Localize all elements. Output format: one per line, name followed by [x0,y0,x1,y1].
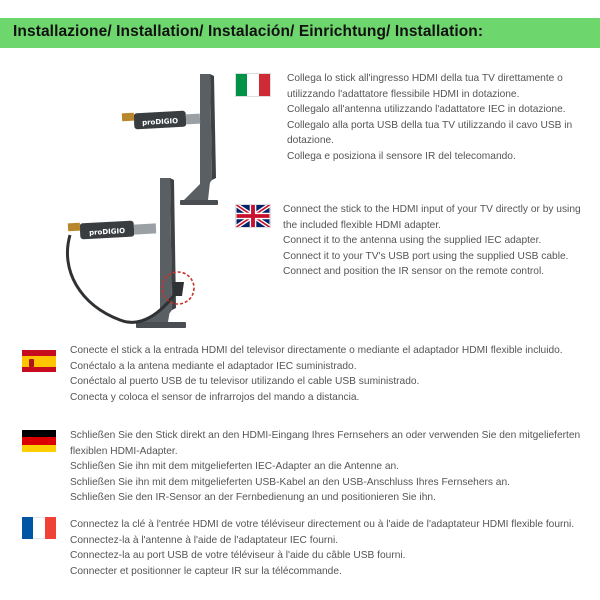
section-line: Collega e posiziona il sensore IR del telecomando. [287,150,516,162]
section-line: Connect the stick to the HDMI input of your TV directly or by using the included flexible HDMI adapter. [283,204,581,231]
section-english [283,202,590,280]
uk-flag-icon [235,204,271,228]
section-german [70,428,590,506]
section-line: Connectez la clé à l'entrée HDMI de votre téléviseur directement ou à l'aide de l'adaptateur HDMI flexible fourni. [70,519,575,530]
section-line: Schließen Sie ihn mit dem mitgelieferten USB-Kabel an den USB-Anschluss Ihres Fernsehers an. [70,476,510,488]
stick-brand-label: proDIGIO [141,117,179,127]
italy-flag-icon [235,73,271,97]
france-flag-icon [22,517,56,539]
section-line: Conéctalo al puerto USB de tu televisor utilizando el cable USB suministrado. [70,376,420,388]
section-french [70,517,590,579]
section-line: Connect it to the antenna using the supplied IEC adapter. [283,235,542,247]
section-line: Connect it to your TV's USB port using the supplied USB cable. [283,250,569,262]
spain-flag-icon [22,350,56,372]
hdmi-stick-bottom-icon [68,221,156,240]
page-title: Installazione/ Installation/ Instalación/ Einrichtung/ Installation: [13,23,484,40]
germany-flag-icon [22,430,56,452]
section-line: Schließen Sie den IR-Sensor an der Fernbedienung an und positionieren Sie ihn. [70,492,436,504]
section-line: Conéctalo a la antena mediante el adaptador IEC suministrado. [70,360,357,372]
section-line: Collegalo alla porta USB della tua TV utilizzando il cavo USB in dotazione. [287,119,573,147]
tv-hdmi-stick-illustration [60,70,230,340]
svg-text:proDIGIO: proDIGIO [88,227,126,237]
section-line: Conecta y coloca el sensor de infrarrojos del mando a distancia. [70,391,360,403]
section-italian [287,71,592,165]
section-line: Schließen Sie ihn mit dem mitgelieferten IEC-Adapter an die Antenne an. [70,461,400,473]
tv-front-icon [136,178,186,328]
header-bar [0,18,600,48]
tv-back-icon [180,74,218,205]
section-line: Connect and position the IR sensor on the remote control. [283,266,545,278]
section-line: Conecte el stick a la entrada HDMI del televisor directamente o mediante el adaptador HDMI flexible incluido. [70,345,563,356]
section-line: Connectez-la à l'antenne à l'aide de l'adaptateur IEC fourni. [70,534,339,546]
section-spanish [70,343,590,405]
section-line: Connecter et positionner le capteur IR sur la télécommande. [70,565,342,577]
section-line: Schließen Sie den Stick direkt an den HDMI-Eingang Ihres Fernsehers an oder verwenden Sie den mitgelieferten flexiblen HDMI-Adapter. [70,430,581,457]
section-line: Collegalo all'antenna utilizzando l'adattatore IEC in dotazione. [287,104,566,116]
hdmi-stick-top-icon [122,111,200,130]
section-line: Connectez-la au port USB de votre téléviseur à l'aide du câble USB fourni. [70,550,406,562]
section-line: Collega lo stick all'ingresso HDMI della tua TV direttamente o utilizzando l'adattatore flessibile HDMI in dotazione. [287,73,563,100]
